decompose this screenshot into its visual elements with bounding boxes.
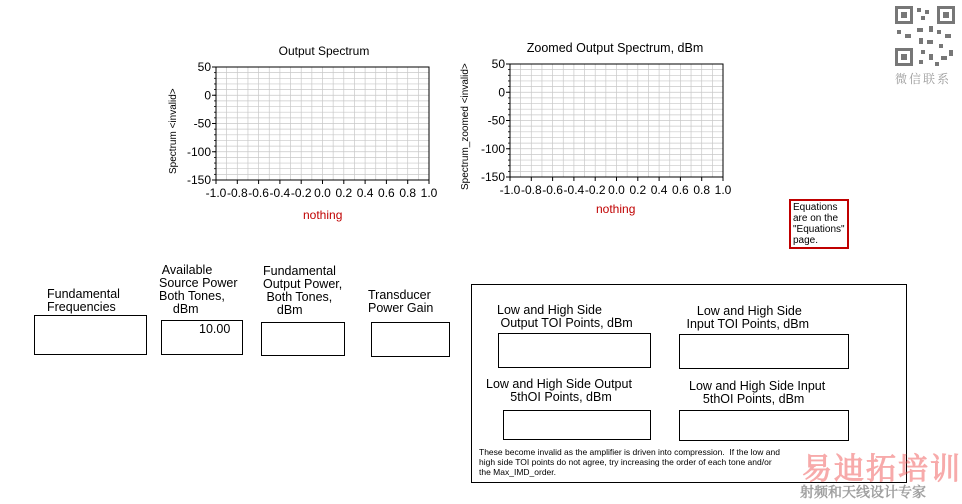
chart1-ytick-label: -150 (186, 173, 211, 187)
chart1-ytick-label: 0 (204, 88, 211, 103)
chart2-title: Zoomed Output Spectrum, dBm (526, 41, 704, 55)
chart2-status: nothing (596, 202, 636, 216)
chart2-xtick-label: 0.6 (672, 183, 689, 197)
fundamental-output-power-label: Fundamental Output Power, Both Tones, dBm (263, 264, 343, 317)
chart2-ytick-label: -100 (480, 141, 505, 156)
input-5thoi-box (679, 410, 849, 441)
brand-watermark: 易迪拓培训 (802, 452, 962, 487)
input-toi-label: Low and High Side Input TOI Points, dBm (686, 304, 809, 331)
chart1-xtick-label: -1.0 (205, 186, 227, 200)
chart2-ytick-label: -150 (480, 170, 505, 184)
chart2-ytick-label: 50 (491, 57, 505, 71)
chart2-xtick-label: -0.2 (584, 183, 606, 197)
chart2-ylabel: Spectrum_zoomed <invalid> (460, 63, 471, 190)
output-toi-label: Low and High Side Output TOI Points, dBm (497, 303, 633, 330)
chart1-title: Output Spectrum (278, 44, 370, 58)
chart1-xtick-label: 0.0 (314, 186, 331, 200)
chart1-ytick-label: 50 (197, 60, 211, 74)
output-toi-box (498, 333, 651, 368)
chart1-xtick-label: -0.8 (226, 186, 248, 200)
chart2-xtick-label: -0.8 (520, 183, 542, 197)
output-5thoi-label: Low and High Side Output 5thOI Points, dBm (486, 377, 632, 404)
chart1-ylabel: Spectrum <invalid> (168, 88, 179, 174)
chart1-xtick-label: 0.2 (335, 186, 353, 200)
fundamental-frequencies-box (34, 315, 147, 355)
equations-note: Equations are on the "Equations" page. (789, 199, 849, 249)
chart1-xtick-label: 0.4 (356, 186, 374, 200)
qr-caption: 微信联系 (895, 72, 952, 86)
chart1-xtick-label: -0.6 (248, 186, 269, 200)
chart1-xtick-label: -0.4 (269, 186, 291, 200)
chart2-xtick-label: -1.0 (499, 183, 521, 197)
chart2-xtick-label: 1.0 (714, 183, 732, 197)
chart1-status: nothing (303, 208, 343, 222)
chart1-xtick-label: 0.8 (399, 186, 417, 200)
chart2-ytick-label: 0 (498, 85, 505, 100)
fundamental-output-power-box (261, 322, 345, 356)
transducer-power-gain-box (371, 322, 450, 357)
chart2-xtick-label: 0.2 (629, 183, 647, 197)
fundamental-frequencies-label: Fundamental Frequencies (47, 287, 120, 314)
available-source-power-label: Available Source Power Both Tones, dBm (159, 263, 238, 316)
slogan-watermark: 射频和天线设计专家 (800, 485, 926, 501)
available-source-power-value: 10.00 (199, 322, 231, 336)
chart1-xtick-label: 1.0 (420, 186, 438, 200)
output-5thoi-box (503, 410, 651, 440)
chart2-xtick-label: -0.4 (563, 183, 585, 197)
chart2-plot (474, 55, 744, 203)
chart2-xtick-label: 0.8 (693, 183, 711, 197)
transducer-power-gain-label: Transducer Power Gain (368, 288, 434, 315)
qr-code-icon (893, 4, 957, 68)
chart1-ytick-label: -50 (193, 116, 211, 131)
chart2-xtick-label: 0.4 (650, 183, 668, 197)
toi-footnote: These become invalid as the amplifier is driven into compression. If the low and high side TOI points do not agree, try increasing the order of each tone and/or the Max_IMD_order. (479, 447, 780, 477)
chart2-xtick-label: -0.6 (542, 183, 563, 197)
chart2-xtick-label: 0.0 (608, 183, 625, 197)
input-toi-box (679, 334, 849, 369)
chart1-xtick-label: 0.6 (378, 186, 395, 200)
chart1-xtick-label: -0.2 (290, 186, 312, 200)
chart1-plot (180, 58, 450, 206)
chart1-ytick-label: -100 (186, 144, 211, 159)
input-5thoi-label: Low and High Side Input 5thOI Points, dBm (689, 379, 826, 406)
chart2-ytick-label: -50 (487, 113, 505, 128)
